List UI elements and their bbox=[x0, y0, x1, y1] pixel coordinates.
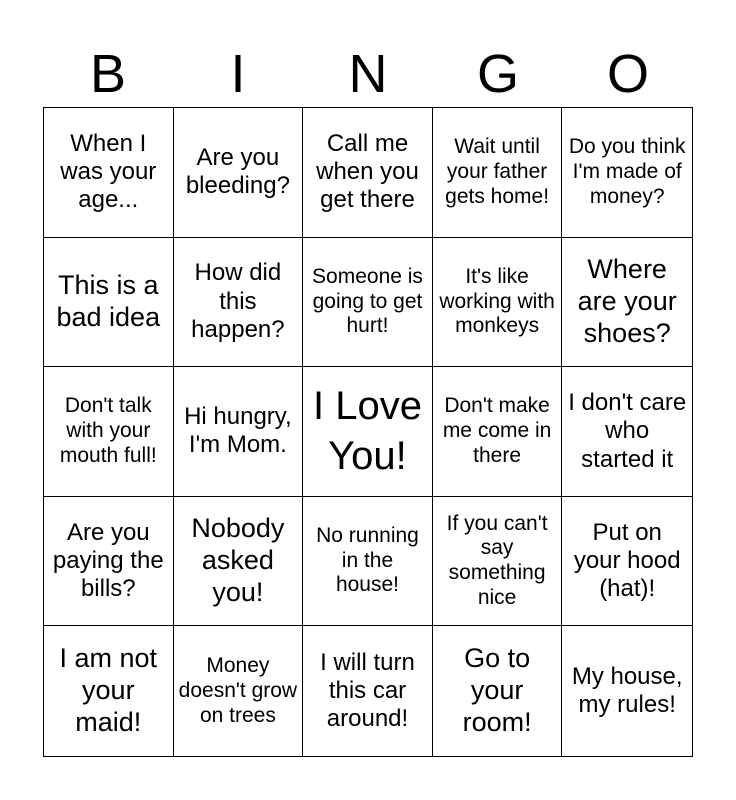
cell-text: Don't talk with your mouth full! bbox=[59, 394, 157, 467]
bingo-cell[interactable] bbox=[562, 497, 692, 627]
bingo-cell[interactable] bbox=[562, 626, 692, 756]
bingo-cell[interactable] bbox=[433, 497, 563, 627]
bingo-cell[interactable] bbox=[303, 497, 433, 627]
header-letter-g: G bbox=[476, 44, 519, 104]
bingo-cell[interactable] bbox=[433, 626, 563, 756]
bingo-cell[interactable] bbox=[303, 108, 433, 238]
cell-text: This is a bad idea bbox=[56, 270, 161, 332]
cell-text: How did this happen? bbox=[191, 259, 285, 344]
cell-text: Where are your shoes? bbox=[577, 254, 677, 348]
cell-text: I will turn this car around! bbox=[320, 648, 415, 733]
cell-text: Hi hungry, I'm Mom. bbox=[184, 403, 292, 459]
header-letter-o: O bbox=[606, 44, 649, 104]
cell-text: I am not your maid! bbox=[59, 643, 158, 738]
bingo-cell[interactable] bbox=[174, 626, 304, 756]
cell-text: Put on your hood (hat)! bbox=[573, 518, 681, 603]
cell-text: I don't care who started it bbox=[568, 389, 687, 473]
bingo-cell[interactable] bbox=[433, 238, 563, 368]
cell-text: If you can't say something nice bbox=[446, 511, 548, 609]
bingo-cell[interactable] bbox=[174, 238, 304, 368]
bingo-cell[interactable] bbox=[174, 367, 304, 497]
cell-text: I Love You! bbox=[313, 384, 422, 479]
cell-text: Call me when you get there bbox=[316, 129, 419, 214]
bingo-cell[interactable] bbox=[303, 238, 433, 368]
cell-text: Nobody asked you! bbox=[191, 513, 285, 608]
cell-text: Money doesn't grow on trees bbox=[178, 654, 298, 727]
bingo-cell[interactable] bbox=[174, 497, 304, 627]
cell-text: Are you paying the bills? bbox=[52, 518, 164, 603]
cell-text: My house, my rules! bbox=[571, 662, 683, 719]
cell-text: Wait until your father gets home! bbox=[445, 135, 550, 208]
header-letter-i: I bbox=[230, 44, 246, 104]
bingo-cell[interactable] bbox=[44, 497, 174, 627]
cell-text: It's like working with monkeys bbox=[439, 264, 555, 338]
bingo-board bbox=[43, 107, 693, 757]
cell-text: Don't make me come in there bbox=[442, 394, 552, 467]
bingo-cell-free[interactable] bbox=[303, 367, 433, 497]
cell-text: Are you bleeding? bbox=[185, 143, 290, 200]
header-letter-b: B bbox=[89, 44, 127, 104]
bingo-cell[interactable] bbox=[433, 367, 563, 497]
cell-text: Someone is going to get hurt! bbox=[312, 264, 423, 338]
cell-text: Go to your room! bbox=[462, 643, 532, 738]
bingo-cell[interactable] bbox=[44, 108, 174, 238]
bingo-cell[interactable] bbox=[562, 238, 692, 368]
header-letter-n: N bbox=[348, 44, 388, 104]
bingo-cell[interactable] bbox=[174, 108, 304, 238]
bingo-cell[interactable] bbox=[562, 367, 692, 497]
bingo-cell[interactable] bbox=[44, 626, 174, 756]
bingo-cell[interactable] bbox=[44, 238, 174, 368]
bingo-cell[interactable] bbox=[44, 367, 174, 497]
cell-text: When I was your age... bbox=[60, 129, 157, 214]
bingo-cell[interactable] bbox=[562, 108, 692, 238]
bingo-cell[interactable] bbox=[303, 626, 433, 756]
cell-text: Do you think I'm made of money? bbox=[568, 135, 686, 208]
bingo-header bbox=[43, 40, 693, 108]
bingo-cell[interactable] bbox=[433, 108, 563, 238]
cell-text: No running in the house! bbox=[316, 523, 419, 597]
